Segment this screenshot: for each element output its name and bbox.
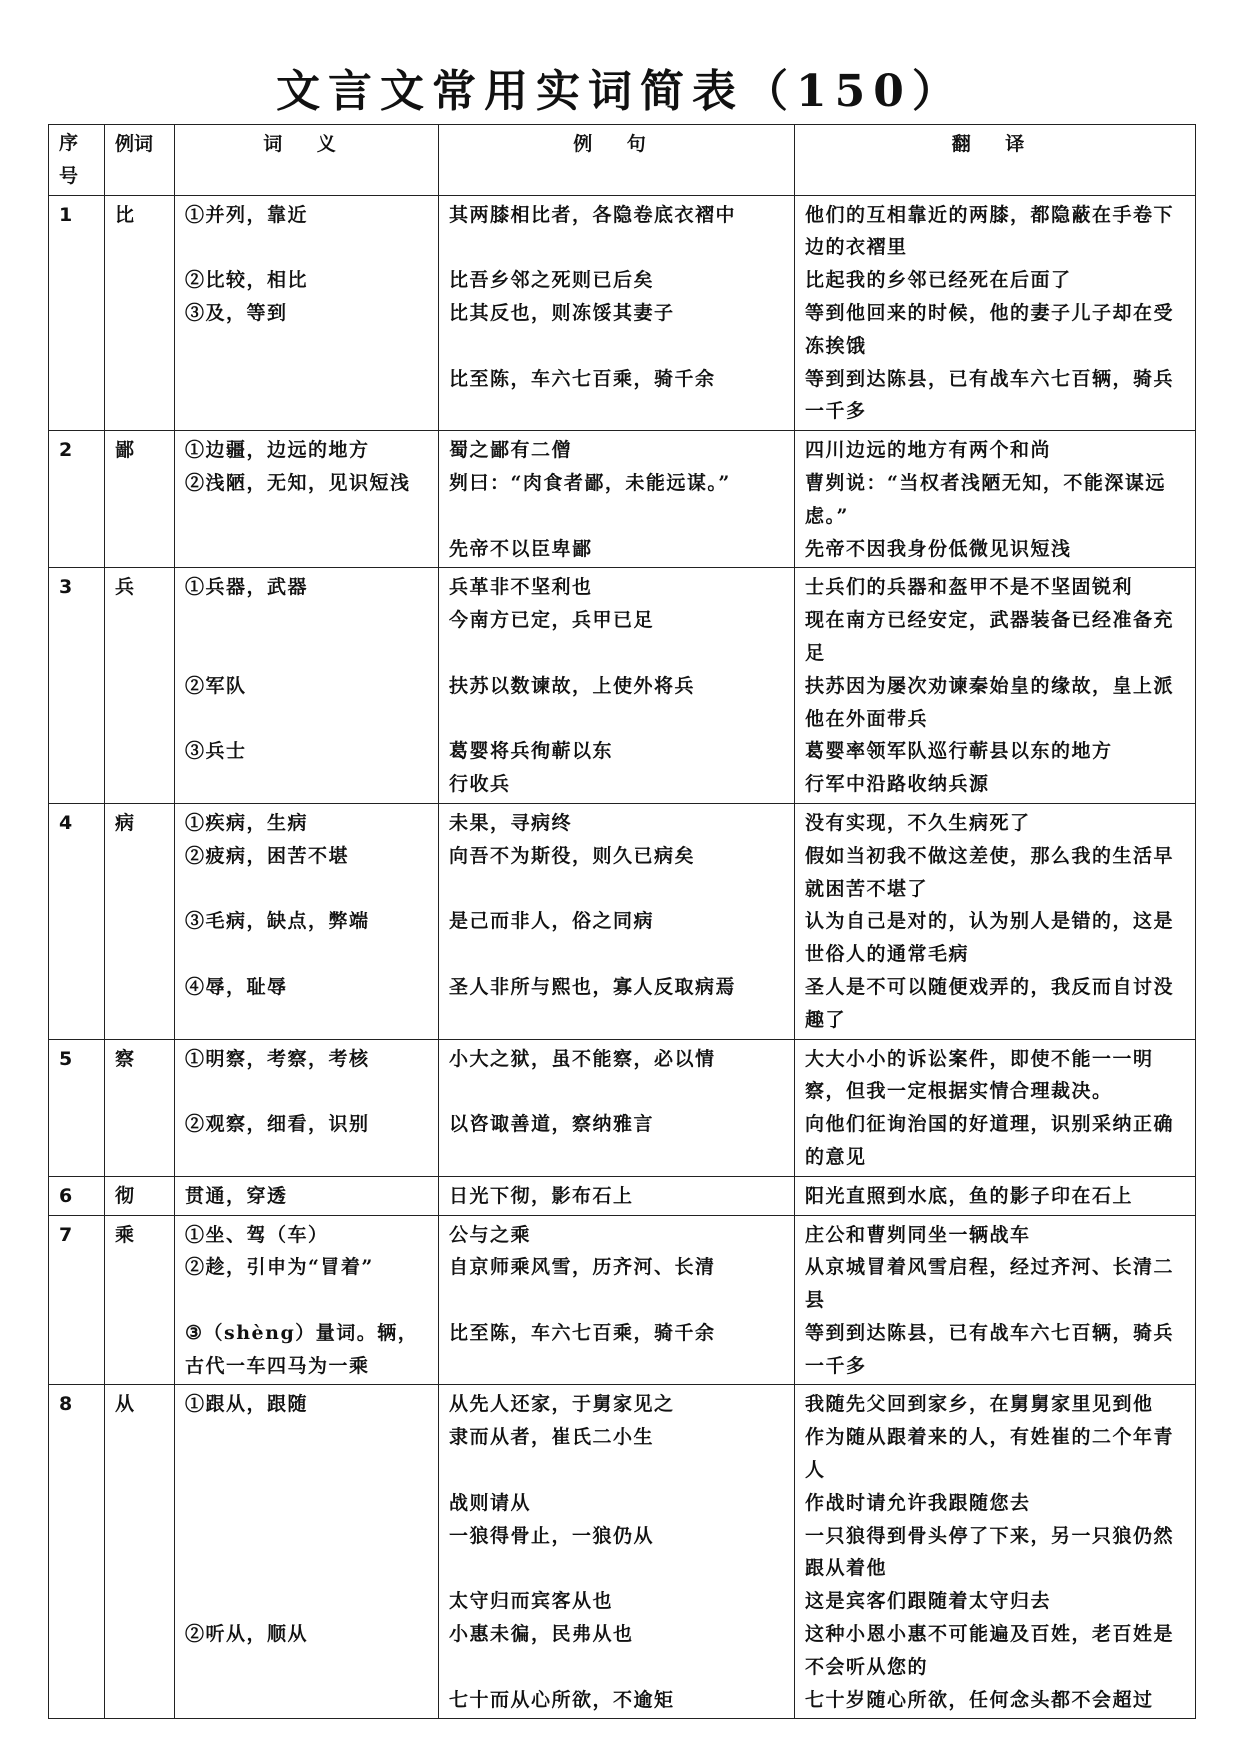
row-translation: 先帝不因我身份低微见识短浅 [805,537,1072,560]
row-meaning: ②浅陋，无知，见识短浅 [185,471,411,494]
row-meaning-cell [175,431,439,568]
row-example: 七十而从心所欲，不逾矩 [449,1688,675,1711]
row-word: 病 [105,803,175,1039]
row-example: 小大之狱，虽不能察，必以情 [449,1047,716,1070]
row-meaning: ②比较，相比 [185,269,309,292]
row-meaning: 贯通，穿透 [185,1184,288,1207]
row-translation: 等到到达陈县，已有战车六七百辆，骑兵一千多 [805,1321,1175,1377]
row-example: 战则请从 [449,1491,532,1514]
row-translation: 七十岁随心所欲，任何念头都不会超过 [805,1688,1154,1711]
row-meaning: ①明察，考察，考核 [185,1047,370,1070]
row-meaning: ②趁，引申为“冒着” [185,1256,374,1279]
row-meaning: ③毛病，缺点，弊端 [185,910,370,933]
row-example: 未果，寻病终 [449,811,573,834]
table-row [49,1385,1196,1719]
row-translation-cell [795,1215,1196,1385]
table-row [49,195,1196,431]
row-example [449,231,784,264]
row-seq: 6 [49,1176,105,1215]
row-meaning: ②军队 [185,674,247,697]
row-translation: 行军中沿路收纳兵源 [805,773,990,796]
row-example: 比吾乡邻之死则已后矣 [449,269,655,292]
row-example [449,703,784,736]
row-example [449,330,784,363]
row-example: 刿曰：“肉食者鄙，未能远谋。” [449,471,731,494]
table-header-row [49,125,1196,196]
row-meaning [185,1585,428,1618]
row-example [449,1284,784,1317]
row-translation: 这种小恩小惠不可能遍及百姓，老百姓是不会听从您的 [805,1623,1175,1678]
row-translation: 等到到达陈县，已有战车六七百辆，骑兵一千多 [805,367,1175,423]
row-word: 乘 [105,1215,175,1385]
row-translation: 没有实现，不久生病死了 [805,811,1031,834]
page-title: 文言文常用实词简表（150） [276,66,964,117]
row-meaning [185,1075,428,1108]
row-translation: 阳光直照到水底，鱼的影子印在石上 [805,1184,1134,1207]
row-example: 从先人还家，于舅家见之 [449,1393,675,1416]
row-example: 扶苏以数谏故，上使外将兵 [449,674,696,697]
row-translation: 大大小小的诉讼案件，即使不能一一明察，但我一定根据实情合理裁决。 [805,1047,1154,1103]
row-seq: 2 [49,431,105,568]
row-example [449,1454,784,1487]
table-row [49,568,1196,804]
row-translation: 曹刿说：“当权者浅陋无知，不能深谋远虑。” [805,471,1166,527]
row-example: 是己而非人，俗之同病 [449,910,655,933]
table-body [49,195,1196,1719]
row-example: 日光下彻，影布石上 [449,1184,634,1207]
row-meaning: ①并列，靠近 [185,203,309,226]
row-example: 圣人非所与熙也，寡人反取病焉 [449,975,737,998]
row-example: 葛婴将兵徇蕲以东 [449,740,614,763]
row-translation: 比起我的乡邻已经死在后面了 [805,269,1072,292]
row-example: 行收兵 [449,773,511,796]
row-word: 兵 [105,568,175,804]
row-meaning: ①坐、驾（车） [185,1223,329,1246]
row-translation: 假如当初我不做这差使，那么我的生活早就困苦不堪了 [805,844,1175,900]
row-example: 先帝不以臣卑鄙 [449,537,593,560]
row-meaning: ①疾病，生病 [185,811,309,834]
row-meaning-cell [175,1215,439,1385]
row-seq: 7 [49,1215,105,1385]
row-seq: 8 [49,1385,105,1719]
row-example-cell [439,568,795,804]
row-meaning-cell [175,1039,439,1176]
row-translation: 葛婴率领军队巡行蕲县以东的地方 [805,740,1113,763]
row-meaning [185,1520,428,1553]
row-translation: 作为随从跟着来的人，有姓崔的二个年青人 [805,1426,1175,1482]
row-example: 隶而从者，崔氏二小生 [449,1426,655,1449]
row-translation-cell [795,195,1196,431]
header-word: 例词 [105,125,175,196]
row-meaning: ③（shèng）量词。辆，古代一车四马为一乘 [185,1321,419,1377]
row-meaning [185,1454,428,1487]
row-seq: 5 [49,1039,105,1176]
row-seq: 1 [49,195,105,431]
row-translation-cell [795,1385,1196,1719]
row-translation: 一只狼得到骨头停了下来，另一只狼仍然跟从着他 [805,1524,1175,1580]
row-example [449,1075,784,1108]
row-example: 蜀之鄙有二僧 [449,439,573,462]
row-meaning [185,604,428,637]
row-meaning: ②观察，细看，识别 [185,1113,370,1136]
row-word: 比 [105,195,175,431]
row-translation: 向他们征询治国的好道理，识别采纳正确的意见 [805,1113,1175,1168]
row-translation-cell [795,803,1196,1039]
row-example-cell [439,1385,795,1719]
row-translation-cell [795,568,1196,804]
row-translation: 这是宾客们跟随着太守归去 [805,1590,1052,1613]
row-meaning-cell [175,803,439,1039]
row-example: 一狼得骨止，一狼仍从 [449,1524,655,1547]
row-example [449,1651,784,1684]
row-seq: 3 [49,568,105,804]
row-meaning [185,938,428,971]
row-meaning-cell [175,195,439,431]
row-meaning-cell [175,1176,439,1215]
row-example-cell [439,195,795,431]
row-example-cell [439,431,795,568]
row-example-cell [439,1176,795,1215]
header-translation: 翻 译 [795,125,1196,196]
row-meaning-cell [175,568,439,804]
row-translation: 扶苏因为屡次劝谏秦始皇的缘故，皇上派他在外面带兵 [805,674,1175,730]
row-example: 太守归而宾客从也 [449,1590,614,1613]
row-meaning [185,637,428,670]
table-row [49,803,1196,1039]
row-example [449,637,784,670]
row-meaning [185,1284,428,1317]
row-translation: 等到他回来的时候，他的妻子儿子却在受冻挨饿 [805,301,1175,357]
row-example [449,1552,784,1585]
table-row [49,1039,1196,1176]
row-translation: 现在南方已经安定，武器装备已经准备充足 [805,609,1175,664]
row-meaning: ④辱，耻辱 [185,975,288,998]
row-meaning: ③及，等到 [185,301,288,324]
table-row [49,1176,1196,1215]
row-translation: 士兵们的兵器和盔甲不是不坚固锐利 [805,576,1134,599]
row-meaning [185,1552,428,1585]
row-meaning [185,1421,428,1454]
row-example [449,873,784,906]
table-row [49,431,1196,568]
header-meaning: 词 义 [175,125,439,196]
row-word: 彻 [105,1176,175,1215]
row-example [449,500,784,533]
row-meaning: ②疲病，困苦不堪 [185,844,350,867]
row-seq: 4 [49,803,105,1039]
row-translation: 认为自己是对的，认为别人是错的，这是世俗人的通常毛病 [805,910,1175,966]
row-meaning: ①跟从，跟随 [185,1393,309,1416]
row-meaning [185,873,428,906]
row-translation: 庄公和曹刿同坐一辆战车 [805,1223,1031,1246]
row-example: 以咨诹善道，察纳雅言 [449,1113,655,1136]
table-row [49,1215,1196,1385]
row-meaning: ②听从，顺从 [185,1623,309,1646]
row-example: 比至陈，车六七百乘，骑千余 [449,1321,716,1344]
row-word: 察 [105,1039,175,1176]
row-example: 比其反也，则冻馁其妻子 [449,301,675,324]
row-translation: 我随先父回到家乡，在舅舅家里见到他 [805,1393,1154,1416]
vocabulary-table [48,124,1196,1719]
row-translation-cell [795,431,1196,568]
row-meaning [185,1487,428,1520]
row-example: 自京师乘风雪，历齐河、长清 [449,1256,716,1279]
row-example: 公与之乘 [449,1223,532,1246]
row-example: 其两膝相比者，各隐卷底衣褶中 [449,203,737,226]
row-example-cell [439,1039,795,1176]
row-translation-cell [795,1176,1196,1215]
row-translation: 四川边远的地方有两个和尚 [805,439,1052,462]
row-translation: 圣人是不可以随便戏弄的，我反而自讨没趣了 [805,975,1175,1031]
row-example: 向吾不为斯役，则久已病矣 [449,844,696,867]
row-example-cell [439,1215,795,1385]
row-example: 兵革非不坚利也 [449,576,593,599]
row-meaning-cell [175,1385,439,1719]
row-translation-cell [795,1039,1196,1176]
row-meaning [185,231,428,264]
row-meaning: ③兵士 [185,740,247,763]
header-example: 例 句 [439,125,795,196]
row-meaning: ①边疆，边远的地方 [185,439,370,462]
row-example [449,938,784,971]
row-translation: 他们的互相靠近的两膝，都隐蔽在手卷下边的衣褶里 [805,203,1175,259]
row-translation: 作战时请允许我跟随您去 [805,1491,1031,1514]
row-meaning: ①兵器，武器 [185,576,309,599]
header-seq: 序号 [49,125,105,196]
row-word: 从 [105,1385,175,1719]
row-translation: 从京城冒着风雪启程，经过齐河、长清二县 [805,1256,1175,1312]
row-example: 比至陈，车六七百乘，骑千余 [449,367,716,390]
row-example-cell [439,803,795,1039]
row-example: 今南方已定，兵甲已足 [449,609,655,632]
row-meaning [185,703,428,736]
row-example: 小惠未徧，民弗从也 [449,1623,634,1646]
row-word: 鄙 [105,431,175,568]
